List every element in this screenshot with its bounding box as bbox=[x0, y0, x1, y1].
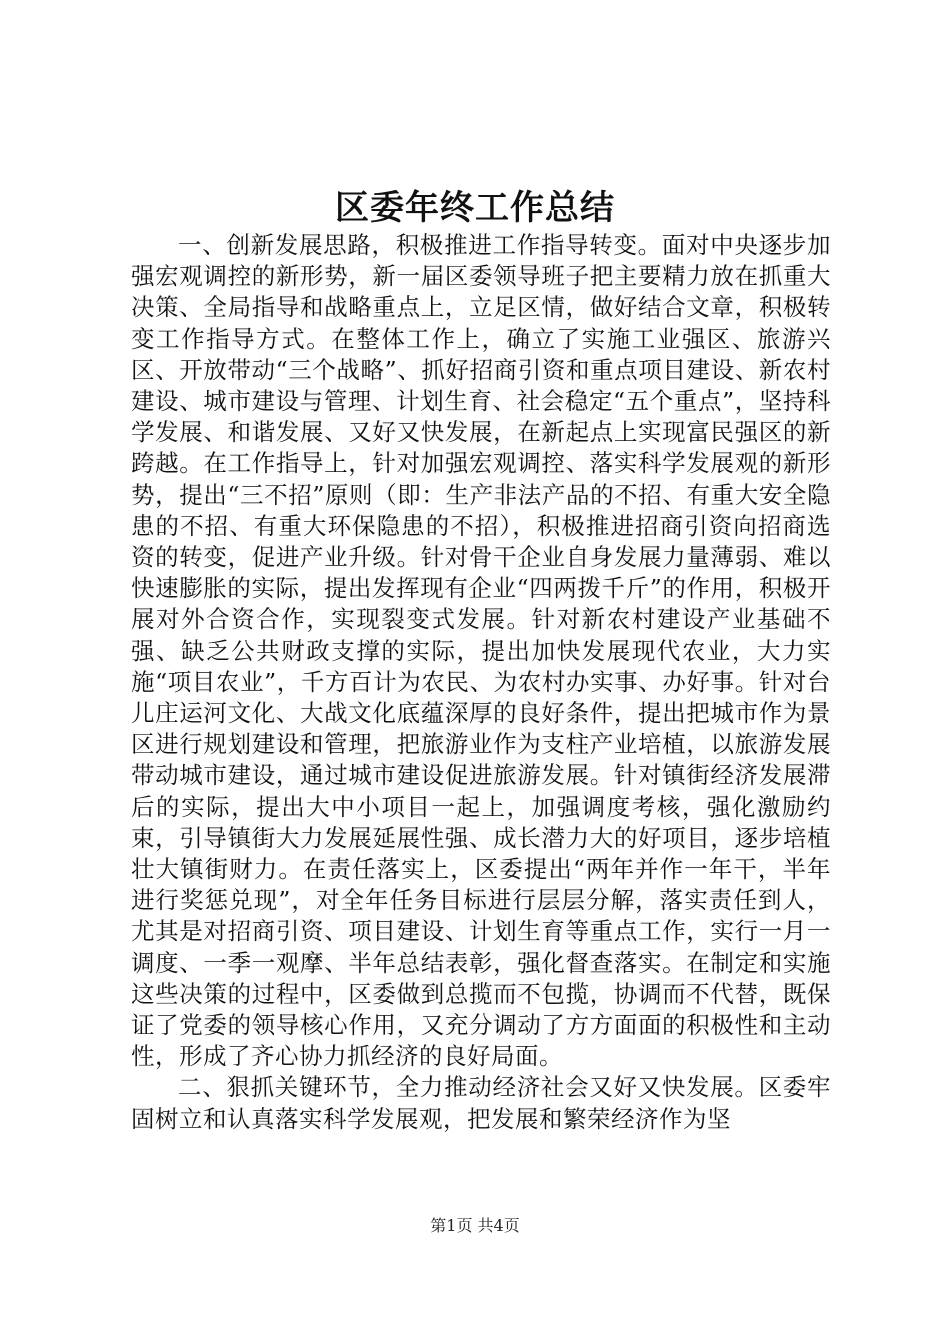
page-footer: 第1页 共4页 bbox=[430, 1216, 520, 1235]
body-paragraph-2: 二、狠抓关键环节，全力推动经济社会又好又快发展。区委牢固树立和认真落实科学发展观，把发展和繁荣经济作为坚 bbox=[131, 1073, 831, 1133]
document-body bbox=[131, 230, 831, 1135]
body-paragraph-1: 一、创新发展思路，积极推进工作指导转变。面对中央逐步加强宏观调控的新形势，新一届区委领导班子把主要精力放在抓重大决策、全局指导和战略重点上，立足区情，做好结合文章，积极转变工作指导方式。在整体工作上，确立了实施工业强区、旅游兴区、开放带动“三个战略”、抓好招商引资和重点项目建设、新农村建设、城市建设与管理、计划生育、社会稳定“五个重点”，坚持科学发展、和谐发展、又好又快发展，在新起点上实现富民强区的新跨越。在工作指导上，针对加强宏观调控、落实科学发展观的新形势，提出“三不招”原则（即：生产非法产品的不招、有重大安全隐患的不招、有重大环保隐患的不招），积极推进招商引资向招商选资的转变，促进产业升级。针对骨干企业自身发展力量薄弱、难以快速膨胀的实际，提出发挥现有企业“四两拨千斤”的作用，积极开展对外合资合作，实现裂变式发展。针对新农村建设产业基础不强、缺乏公共财政支撑的实际，提出加快发展现代农业，大力实施“项目农业”，千方百计为农民、为农村办实事、办好事。针对台儿庄运河文化、大战文化底蕴深厚的良好条件，提出把城市作为景区进行规划建设和管理，把旅游业作为支柱产业培植，以旅游发展带动城市建设，通过城市建设促进旅游发展。针对镇街经济发展滞后的实际，提出大中小项目一起上，加强调度考核，强化激励约束，引导镇街大力发展延展性强、成长潜力大的好项目，逐步培植壮大镇街财力。在责任落实上，区委提出“两年并作一年干，半年进行奖惩兑现”，对全年任务目标进行层层分解，落实责任到人，尤其是对招商引资、项目建设、计划生育等重点工作，实行一月一调度、一季一观摩、半年总结表彰，强化督查落实。在制定和实施这些决策的过程中，区委做到总揽而不包揽，协调而不代替，既保证了党委的领导核心作用，又充分调动了方方面面的积极性和主动性，形成了齐心协力抓经济的良好局面。 bbox=[131, 231, 831, 1071]
document-title: 区委年终工作总结 bbox=[335, 188, 615, 228]
